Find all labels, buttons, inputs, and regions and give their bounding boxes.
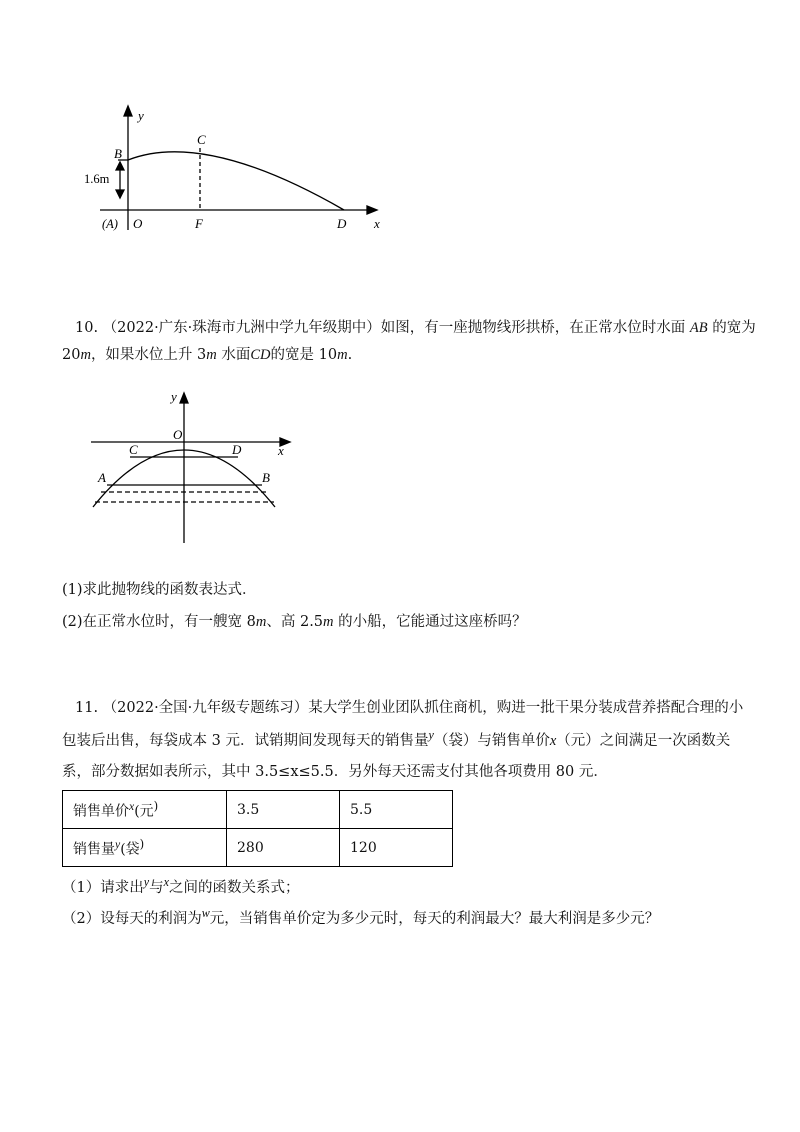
- fig1-y-label: y: [138, 108, 144, 123]
- table-cell: 120: [340, 829, 453, 867]
- q11-line3: 系，部分数据如表所示，其中 3.5≤x≤5.5．另外每天还需支付其他各项费用 80 元．: [62, 764, 608, 780]
- table-cell: 3.5: [227, 791, 340, 829]
- q11-part2-w: w: [201, 906, 210, 920]
- volume-unit-close: ): [139, 836, 145, 851]
- q11-source: （2022·全国·九年级专题练习）: [102, 700, 309, 716]
- price-label: 销售单价: [73, 803, 129, 820]
- q10-part2-unit-1: m: [255, 614, 267, 630]
- price-var-x: x: [129, 799, 135, 813]
- q11-line1: [75, 696, 743, 717]
- q11-line2: [62, 728, 730, 750]
- q10-text-2a: 20: [62, 347, 81, 363]
- fig2-point-a: A: [98, 470, 106, 485]
- table-cell: 5.5: [340, 791, 453, 829]
- fig1-x-label: x: [374, 216, 380, 231]
- q10-part2-unit-2: m: [323, 614, 334, 630]
- q11-part2-b: 元，当销售单价定为多少元时，每天的利润最大？最大利润是多少元？: [209, 910, 660, 927]
- q11-part1: [62, 875, 299, 897]
- q10-number: 10.: [75, 320, 99, 336]
- fig1-point-d: D: [337, 216, 347, 231]
- q11-part1-y: y: [143, 875, 150, 889]
- fig2-point-c: C: [129, 442, 138, 457]
- q10-text-2b: ，如果水位上升 3: [90, 347, 207, 363]
- price-unit-close: ): [153, 798, 159, 813]
- q10-line2: [62, 343, 352, 364]
- q11-part2-a: （2）设每天的利润为: [62, 910, 202, 927]
- q10-text-2e: .: [347, 347, 353, 363]
- fig1-point-b: B: [114, 146, 122, 161]
- table-row-header-volume: [63, 829, 227, 867]
- fig2-point-d: D: [232, 442, 242, 457]
- q11-part2: [62, 906, 659, 928]
- q10-unit-m: m: [80, 347, 91, 363]
- volume-label: 销售量: [73, 841, 115, 858]
- q11-var-y: y: [428, 728, 434, 742]
- price-unit: (元: [134, 803, 154, 820]
- q10-part2-a: (2)在正常水位时，有一艘宽 8: [62, 614, 256, 630]
- figure-arch-graph: [80, 100, 400, 240]
- sales-table: [62, 790, 453, 867]
- fig1-point-a: (A): [102, 217, 118, 231]
- q11-part1-x: x: [163, 875, 169, 889]
- q10-part1: (1)求此抛物线的函数表达式．: [62, 582, 257, 598]
- q10-part2-c: 的小船，它能通过这座桥吗？: [333, 614, 527, 630]
- q10-text-2c: 水面: [216, 347, 251, 363]
- fig2-point-b: B: [262, 470, 270, 485]
- table-row: [63, 829, 453, 867]
- q10-part2: [62, 610, 527, 631]
- q11-part1-a: （1）请求出: [62, 879, 144, 896]
- fig2-origin-o: O: [173, 427, 183, 442]
- q11-text-2b: （袋）与销售单价: [433, 732, 550, 749]
- q10-part2-b: 、高 2.5: [266, 614, 324, 630]
- q10-text-2d: 的宽是 10: [270, 347, 338, 363]
- q10-unit-m-3: m: [337, 347, 348, 363]
- q11-part1-b: 与: [149, 879, 164, 896]
- q10-text-1a: 如图，有一座抛物线形拱桥，在正常水位时水面: [380, 320, 686, 336]
- volume-var-y: y: [115, 837, 121, 851]
- fig1-point-f: F: [195, 216, 203, 231]
- fig1-origin-o: O: [133, 216, 143, 231]
- fig1-height-label: 1.6m: [84, 172, 110, 186]
- q10-text-1b: 的宽为: [712, 320, 756, 336]
- figure-parabola-bridge: [85, 385, 300, 550]
- fig2-x-label: x: [278, 443, 284, 458]
- q11-part1-c: 之间的函数关系式；: [168, 879, 300, 896]
- q10-source: （2022·广东·珠海市九洲中学九年级期中）: [102, 320, 381, 336]
- table-cell: 280: [227, 829, 340, 867]
- q11-text-2: 包装后出售，每袋成本 3 元．试销期间发现每天的销售量: [62, 732, 429, 749]
- q10-line1: [75, 316, 756, 337]
- q11-text-2c: （元）之间满足一次函数关: [556, 732, 731, 749]
- fig2-y-label: y: [171, 389, 177, 404]
- q10-var-cd: CD: [250, 347, 271, 363]
- q11-text-1: 某大学生创业团队抓住商机，购进一批干果分装成营养搭配合理的小: [308, 700, 744, 716]
- fig1-point-c: C: [197, 132, 206, 147]
- table-row: [63, 791, 453, 829]
- volume-unit: (袋: [120, 841, 140, 858]
- q11-var-x: x: [549, 732, 557, 749]
- table-row-header-price: [63, 791, 227, 829]
- q10-var-ab: AB: [689, 320, 708, 336]
- q11-number: 11.: [75, 700, 99, 716]
- q10-unit-m-2: m: [206, 347, 217, 363]
